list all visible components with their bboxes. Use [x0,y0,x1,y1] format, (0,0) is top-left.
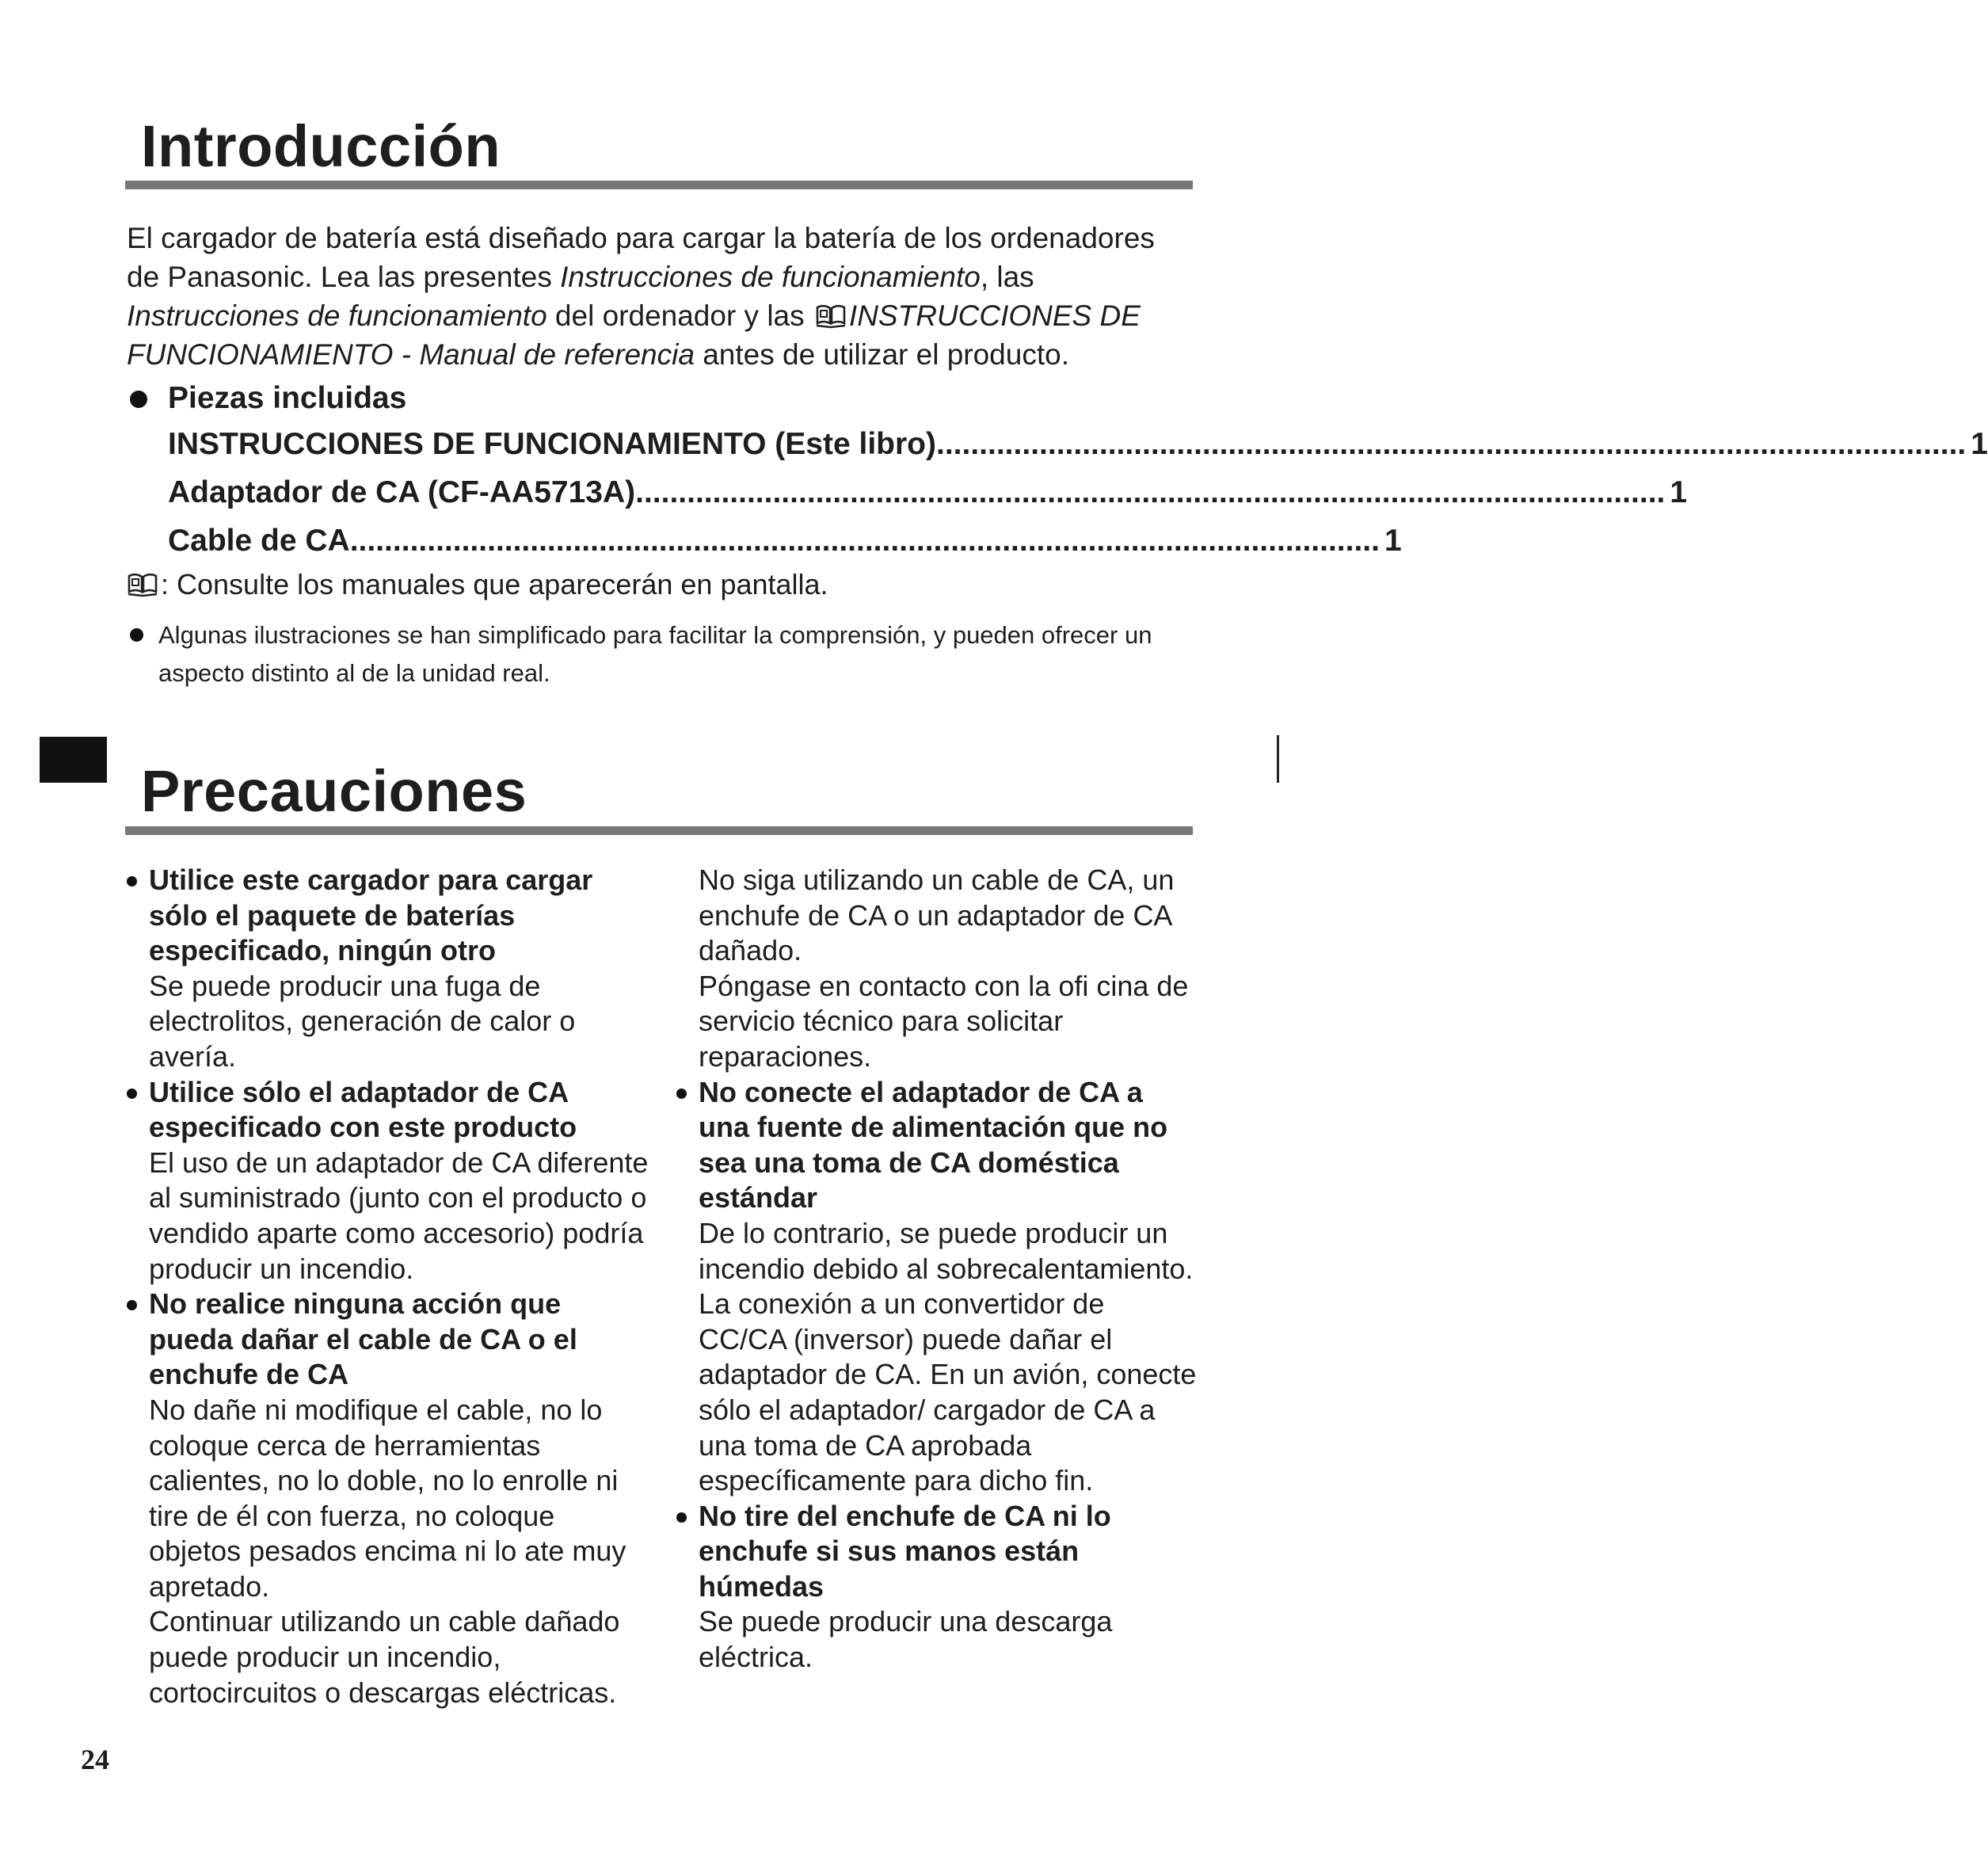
bullet-icon [127,1300,137,1310]
precaution-item [127,1287,649,1710]
part-leader: ........................................................................................................................ [635,475,1666,509]
intro-paragraph [127,219,1188,374]
precaution-body: De lo contrario, se puede producir un incendio debido al sobrecalentamiento. La conexión a un convertidor de CC/CA (inversor) puede dañar el adaptador de CA. En un avión, conecte sólo el adaptador/ cargador de CA a una toma de CA aprobada específicamente para dicho fin. [699,1216,1197,1497]
intro-italic-2: Instrucciones de funcionamiento [127,299,547,332]
part-qty: 1 [1384,524,1402,558]
manual-book-icon [127,569,158,594]
precaution-body: El uso de un adaptador de CA diferente al suministrado (junto con el producto o vendido aparte como accesorio) podría producir un incendio. [149,1146,649,1285]
part-name: Adaptador de CA (CF-AA5713A) [168,475,636,509]
bullet-icon [676,1512,687,1523]
precaution-title: No conecte el adaptador de CA a una fuente de alimentación que no sea una toma de CA doméstica estándar [699,1075,1168,1214]
precautions-heading: Precauciones [141,758,527,824]
intro-text-2: , las [980,261,1034,293]
precaution-item [676,1075,1199,1499]
intro-italic-3: INSTRUCCIONES DE FUNCIONAMIENTO - Manual de referencia [127,299,1141,371]
precaution-title: No realice ninguna acción que pueda dañar el cable de CA o el enchufe de CA [149,1287,577,1391]
precaution-title: Utilice este cargador para cargar sólo el paquete de baterías especificado, ningún otro [149,864,593,967]
manual-note-text: : Consulte los manuales que aparecerán en pantalla. [161,568,828,601]
parts-title: Piezas incluidas [168,381,407,415]
precaution-body: No dañe ni modifique el cable, no lo coloque cerca de herramientas calientes, no lo doble, no lo enrolle ni tire de él con fuerza, no coloque objetos pesados encima ni lo ate muy apretado. [149,1393,626,1603]
precautions-right-column [676,863,1199,1676]
precaution-item [127,863,649,1075]
part-leader: ........................................................................................................................ [349,524,1380,558]
intro-rule [125,181,1193,189]
section-marker-block [40,737,107,783]
part-row [168,420,1988,468]
precaution-body: Continuar utilizando un cable dañado puede producir un incendio, cortocircuitos o descargas eléctricas. [149,1605,620,1709]
intro-text-3: del ordenador y las [547,299,813,332]
parts-list [168,377,1988,565]
bullet-icon [676,1089,687,1099]
bullet-icon [127,876,137,886]
parts-bullet-icon [130,391,147,408]
part-qty: 1 [1670,475,1688,509]
precaution-continuation [676,863,1199,1075]
precaution-title: Utilice sólo el adaptador de CA especificado con este producto [149,1075,577,1144]
precautions-rule [125,826,1193,835]
precaution-item [127,1075,649,1287]
bullet-icon [127,1089,137,1099]
part-leader: ........................................................................................................................ [936,427,1967,461]
manual-note [127,566,828,604]
page-number: 24 [81,1744,109,1775]
precaution-body: Póngase en contacto con la ofi cina de servicio técnico para solicitar reparaciones. [699,969,1189,1073]
precaution-body: No siga utilizando un cable de CA, un enchufe de CA o un adaptador de CA dañado. [699,864,1175,967]
part-qty: 1 [1971,427,1988,461]
illustration-note-bullet-icon [130,628,143,642]
precaution-body: Se puede producir una descarga eléctrica. [699,1605,1113,1674]
part-row [168,517,1402,565]
intro-text-1: El cargador de batería está diseñado para cargar la batería de los ordenadores de Panasonic. Lea las presentes [127,222,1155,293]
intro-heading: Introducción [141,113,501,179]
precautions-left-column [127,863,649,1710]
margin-bar [1277,735,1279,783]
precaution-title: No tire del enchufe de CA ni lo enchufe si sus manos están húmedas [699,1499,1111,1603]
part-row [168,468,1688,517]
precaution-body: Se puede producir una fuga de electrolitos, generación de calor o avería. [149,969,576,1073]
manual-book-icon [815,299,847,325]
part-name: Cable de CA [168,524,350,558]
part-name: INSTRUCCIONES DE FUNCIONAMIENTO (Este libro) [168,427,936,461]
intro-italic-1: Instrucciones de funcionamiento [560,261,981,293]
precaution-item [676,1499,1199,1676]
illustration-note: Algunas ilustraciones se han simplificado para facilitar la comprensión, y pueden ofrecer un aspecto distinto al de la unidad real. [158,621,1152,687]
intro-text-4: antes de utilizar el producto. [694,338,1069,371]
